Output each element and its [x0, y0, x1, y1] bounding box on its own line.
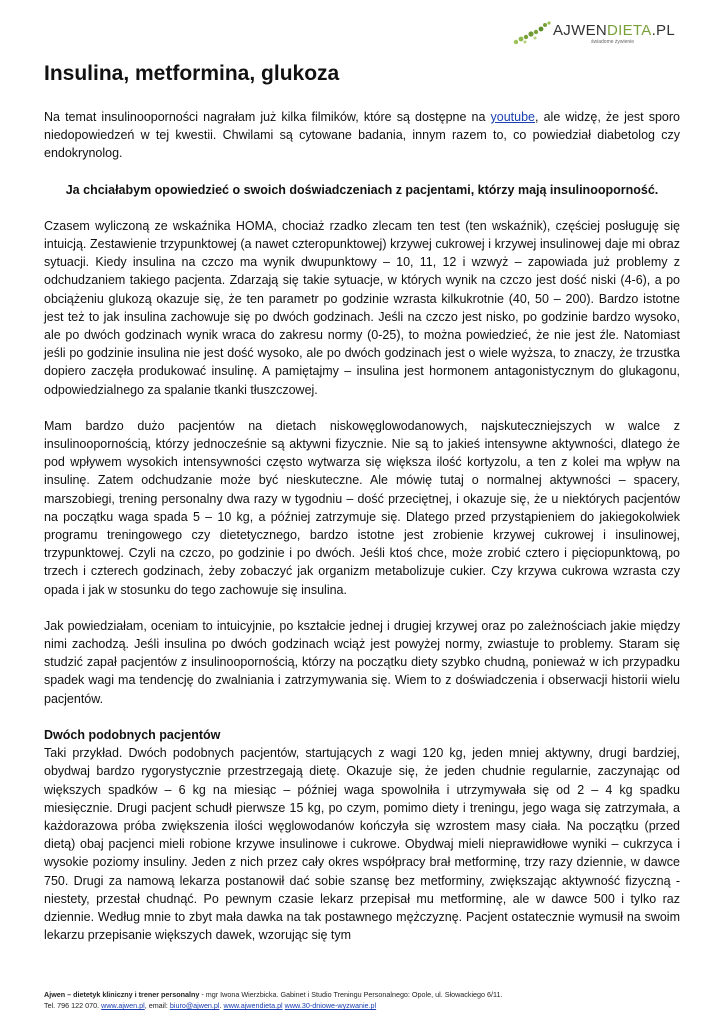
logo-wordmark: AJWENDIETA.PL [553, 22, 675, 39]
logo [513, 18, 693, 48]
youtube-link[interactable]: youtube [490, 110, 536, 124]
logo-tagline: świadome żywienie [591, 39, 635, 45]
footer-link-ajwen[interactable]: www.ajwen.pl [101, 1001, 145, 1010]
footer-link-email[interactable]: biuro@ajwen.pl [169, 1001, 220, 1010]
paragraph: Taki przykład. Dwóch podobnych pacjentów, startujących z wagi 120 kg, jeden mniej aktywny, drugi bardziej, obydwaj bardzo rygorystycznie przestrzegają dietę. Okazuje się, że jeden chudnie regularnie, zaczynając od większych spadków – 6 kg na miesiąc – później waga spowolniła i utrzymywała się od 2 – 4 kg spadku miesięcznie. Drugi pacjent schudł pierwsze 15 kg, po czym, pomimo diety i treningu, jego waga się zatrzymała, a każdorazowa próba zwiększenia ilości węglowodanów kończyła się wzrostem masy ciała. Na początku (przed dietą) obaj pacjenci mieli robione krzywe insulinowe i cukrowe. Obydwaj mieli nieprawidłowe wyniki – cukrzyca i wysokie poziomy insuliny. Jeden z nich przez cały okres współpracy brał metforminę, trzy razy dziennie, w dawce 750. Drugi za namową lekarza postanowił dać sobie szansę bez metforminy, zwiększając aktywność fizyczną - niestety, przestał chudnąć. Po pewnym czasie lekarz przepisał mu metforminę, ale w dawce 500 i tylko raz dziennie. Według mnie to zbyt mała dawka na tak postawnego mężczyznę. Pacjent ostatecznie wymusił na swoim lekarzu przepisanie większych dawek, wzorując się tym [44, 746, 680, 943]
footer-link-wyzwanie[interactable]: www.30-dniowe-wyzwanie.pl [284, 1001, 377, 1010]
footer [44, 989, 684, 1011]
article-body [44, 108, 680, 962]
paragraph: Jak powiedziałam, oceniam to intuicyjnie, po kształcie jednej i drugiej krzywej oraz po zależnościach jakie między nimi zachodzą. Jeśli insulina po dwóch godzinach wciąż jest powyżej normy, zwiastuje to problemy. Staram się studzić zapał pacjentów z insulinoopornością, którzy na początku diety szybko chudną, ponieważ w ich przypadku spadek wagi ma tendencję do zwalniania i zatrzymywania się. Wiem to z doświadczenia i obserwacji historii wielu pacjentów. [44, 618, 680, 706]
paragraph: Czasem wyliczoną ze wskaźnika HOMA, chociaż rzadko zlecam ten test (ten wskaźnik), częściej posługuję się intuicją. Zestawienie trzypunktowej (a nawet czteropunktowej) krzywej cukrowej i krzywej insulinowej daje mi obraz sytuacji. Kiedy insulina na czczo ma wynik dwupunktowy – 10, 11, 12 i wzwyż – zapowiada już problemy z odchudzaniem takiego pacjenta. Zdarzają się takie sytuacje, w których wynik na czczo jest dość niski (4-6), a po obciążeniu glukozą okazuje się, że ten parametr po godzinie wzrasta kilkukrotnie (40, 50 – 200). Bardzo istotne jest też to jak insulina zachowuje się po dwóch godzinach. Jeśli na czczo jest nisko, po godzinie bardzo wysoko, ale po dwóch godzinach wynik wraca do zakresu normy (0-25), to można powiedzieć, że nie jest źle. Natomiast jeśli po godzinie insulina nie jest dość wysoko, ale po dwóch godzinach jest o wiele wyższa, to znaczy, że trzustka dopiero zaczęła produkować insulinę. A pamiętajmy – insulina jest hormonem antagonistycznym do glukagonu, odpowiedzialnego za spalanie tkanki tłuszczowej. [44, 218, 680, 397]
footer-line-2: Tel. 796 122 070. www.ajwen.pl, email: biuro@ajwen.pl. www.ajwendieta.pl www.30-dniowe-wyzwanie.pl [44, 1001, 377, 1010]
page-title: Insulina, metformina, glukoza [44, 62, 340, 85]
section-heading: Dwóch podobnych pacjentów [44, 727, 221, 742]
footer-link-ajwendieta[interactable]: www.ajwendieta.pl [223, 1001, 283, 1010]
footer-line-1: Ajwen – dietetyk kliniczny i trener personalny - mgr Iwona Wierzbicka. Gabinet i Studio Treningu Personalnego: Opole, ul. Słowackiego 6/11. [44, 990, 503, 999]
lead-paragraph: Ja chciałabym opowiedzieć o swoich doświadczeniach z pacjentami, którzy mają insulinooporność. [65, 182, 659, 197]
logo-dots-icon [513, 20, 555, 46]
intro-paragraph: Na temat insulinooporności nagrałam już kilka filmików, które są dostępne na youtube, ale widzę, że jest sporo niedopowiedzeń w tej kwestii. Chwilami są cytowane badania, innym razem to, co powiedział diabetolog czy endokrynolog. [44, 110, 680, 161]
paragraph: Mam bardzo dużo pacjentów na dietach niskowęglowodanowych, najskuteczniejszych w walce z insulinoopornością, którzy jednocześnie są aktywni fizycznie. Nie są to jakieś intensywne aktywności, dlatego że pod wpływem wysokich intensywności często wytwarza się większa ilość kortyzolu, a ten z kolei ma wpływ na insulinę. Zatem odchudzanie może być nieskuteczne. Ale mówię tutaj o normalnej aktywności – spacery, marszobiegi, trening personalny dwa razy w tygodniu – dość przeciętnej, i okazuje się, że u niektórych pacjentów na początku waga spada 5 – 10 kg, a później zatrzymuje się. Dlatego przed przystąpieniem do jakiegokolwiek programu treningowego czy dietetycznego, bardzo istotne jest zrobienie krzywej cukrowej i insulinowej, trzypunktowej. Czyli na czczo, po godzinie i po dwóch. Jeśli ktoś chce, może zrobić cztero i pięciopunktową, po trzech i czterech godzinach, żeby zobaczyć jak organizm metabolizuje cukier. Czy krzywa cukrowa wzrasta czy opada i jak w stosunku do tego zachowuje się insulina. [44, 418, 680, 597]
